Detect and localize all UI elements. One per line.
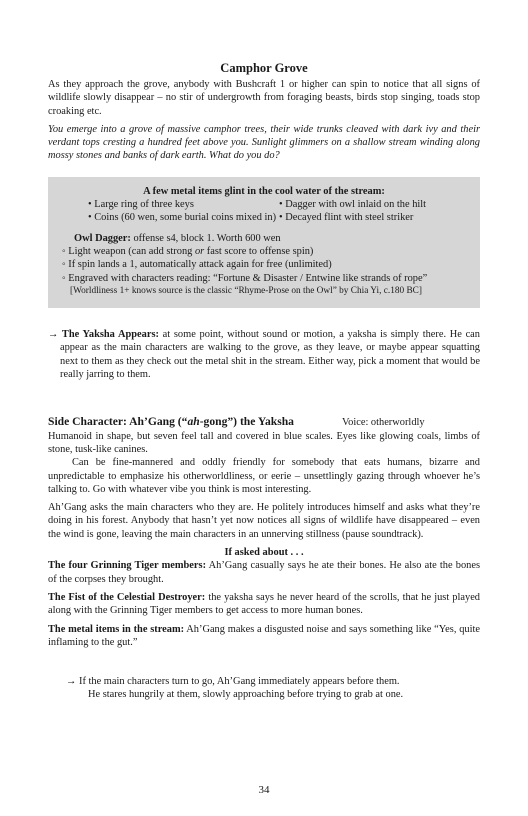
- item-dagger: • Dagger with owl inlaid on the hilt: [279, 199, 427, 211]
- item-coins: • Coins (60 wen, some burial coins mixed in): [88, 212, 277, 224]
- box-heading: A few metal items glint in the cool water of the stream:: [143, 185, 385, 197]
- yaksha-personality: Can be fine-mannered and oddly friendly for somebody that eats humans, bizarre and unpredictable to emphasize his otherworldliness, or eerie – unsettlingly gazing through whoever he’s talking to. Go with whatever vibe you think is most interesting.: [48, 457, 480, 495]
- yaksha-dialogue: Ah’Gang asks the main characters who they are. He politely introduces himself and asks what they’re doing in his forest. Anybody that hasn’t yet now notices all signs of wildlife have disappeared – even the wind is gone, leaving the main characters in an unnerving stillness (pause soundtrack).: [48, 502, 480, 540]
- item-list: [58, 198, 470, 225]
- owl-dagger-stats: [58, 232, 470, 245]
- yaksha-appears-paragraph: → The Yaksha Appears: at some point, without sound or motion, a yaksha is simply there. He can appear as the main characters are walking to the grove, as they leave, or maybe appear squatting next to them as they check out the metal shit in the stream. Either way, pick a moment that would be really jarring to them.: [48, 329, 480, 381]
- asked-item: The four Grinning Tiger members: Ah’Gang casually says he ate their bones. He also ate the bones of the corpses they brought.: [48, 560, 480, 585]
- worldliness-note: [Worldliness 1+ knows source is the classic “Rhyme-Prose on the Owl” by Chia Yi, c.180 BC]: [70, 285, 422, 296]
- intro-paragraph: As they approach the grove, anybody with Bushcraft 1 or higher can spin to notice that all signs of wildlife slowly disappear – no stir of undergrowth from foraging beasts, birds stop singing, toads stop croaking etc.: [48, 79, 480, 117]
- owl-dagger-values: offense s4, block 1. Worth 600 wen: [130, 232, 281, 244]
- section-title: Camphor Grove: [220, 61, 308, 75]
- follow-up-line-1: → If the main characters turn to go, Ah’Gang immediately appears before them.: [66, 676, 400, 688]
- side-character-heading: [48, 415, 480, 429]
- yaksha-description: Humanoid in shape, but seven feel tall and covered in blue scales. Eyes like glowing coals, limbs of stone, tusk-like canines.: [48, 430, 480, 455]
- dagger-property: ◦ Engraved with characters reading: “Fortune & Disaster / Entwine like strands of rope”: [62, 272, 428, 284]
- side-character-name: Side Character: Ah’Gang (“ah-gong”) the Yaksha: [48, 415, 294, 429]
- dagger-property: ◦ Light weapon (can add strong or fast score to offense spin): [62, 245, 314, 257]
- page-number: 34: [258, 784, 270, 796]
- stream-items-box: [48, 177, 480, 308]
- asked-item: The metal items in the stream: Ah’Gang makes a disgusted noise and says something like “Yes, quite inflaming to the gut.”: [48, 623, 480, 648]
- item-flint: • Decayed flint with steel striker: [279, 212, 414, 224]
- if-asked-heading: If asked about . . .: [224, 547, 304, 559]
- yaksha-appears-lead: → The Yaksha Appears:: [48, 329, 159, 341]
- owl-dagger-name: Owl Dagger:: [74, 232, 131, 244]
- item-keys: • Large ring of three keys: [88, 199, 194, 211]
- follow-up-note: [48, 675, 480, 702]
- voice-note: Voice: otherworldly: [341, 417, 425, 429]
- dagger-property: ◦ If spin lands a 1, automatically attack again for free (unlimited): [62, 259, 332, 271]
- follow-up-line-2: He stares hungrily at them, slowly approaching before trying to grab at one.: [88, 689, 404, 701]
- asked-item: The Fist of the Celestial Destroyer: the yaksha says he never heard of the scrolls, that he just played along with the Grinning Tiger members to get access to more human bones.: [48, 591, 480, 617]
- dagger-properties: [58, 245, 470, 285]
- read-aloud-text: You emerge into a grove of massive camphor trees, their wide trunks cleaved with dark ivy and their verdant tops cresting a hundred feet above you. Sunlight glimmers on a shallow stream winding along mossy stones and banks of dark earth. What do you do?: [48, 123, 480, 162]
- page-content: [48, 60, 480, 702]
